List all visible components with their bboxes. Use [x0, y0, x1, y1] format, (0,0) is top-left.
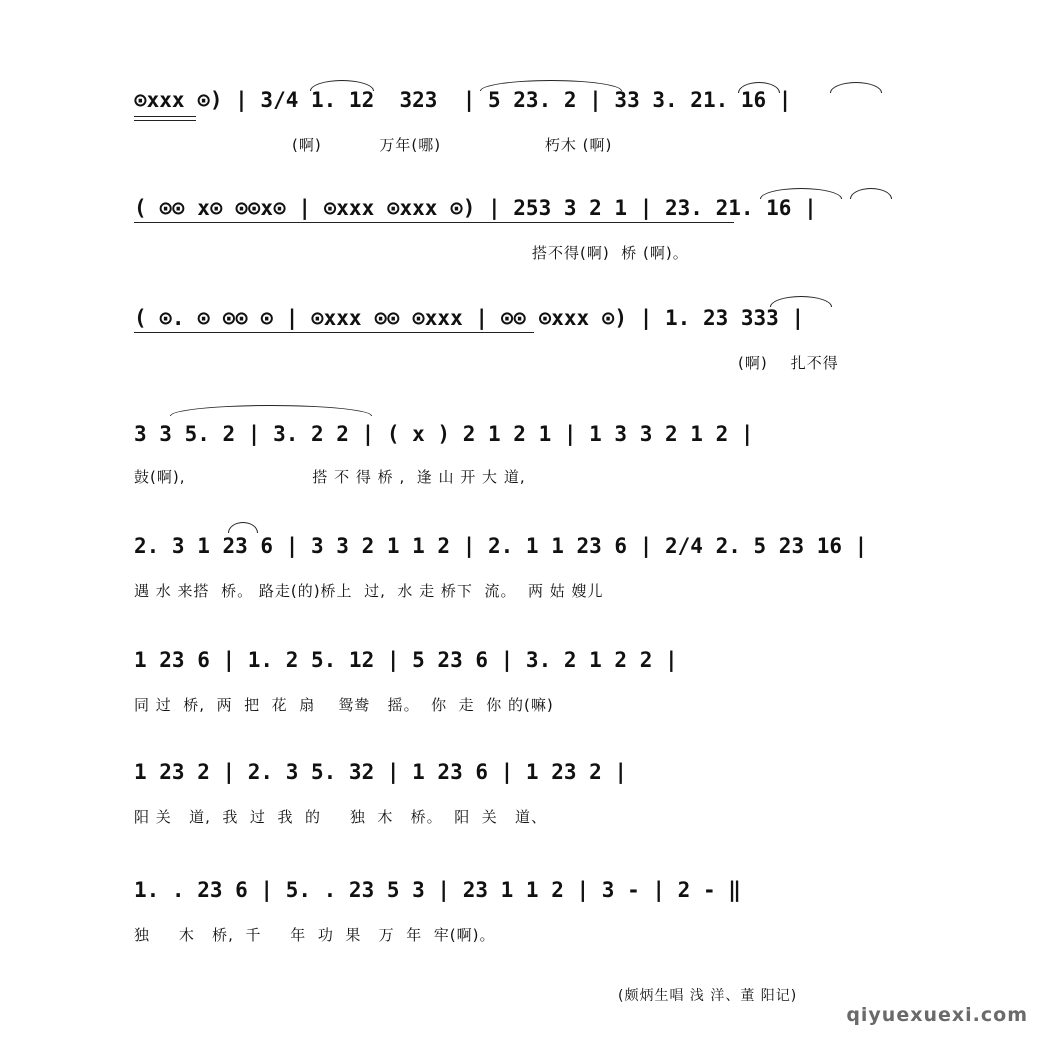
notes-line-7: 1 23 2 | 2. 3 5. 32 | 1 23 6 | 1 23 2 |	[134, 760, 628, 784]
notes-line-8: 1. . 23 6 | 5. . 23 5 3 | 23 1 1 2 | 3 - | 2 - ‖	[134, 878, 741, 902]
site-watermark: qiyuexuexi.com	[846, 1004, 1028, 1026]
lyrics-line-8: 独 木 桥, 千 年 功 果 万 年 牢(啊)。	[134, 926, 496, 944]
score-system-7	[0, 742, 1054, 852]
lyrics-line-1: (啊) 万年(哪) 朽木 (啊)	[292, 136, 613, 154]
lyrics-line-3: (啊) 扎不得	[738, 354, 839, 372]
lyrics-line-4: 鼓(啊), 搭 不 得 桥 , 逢 山 开 大 道,	[134, 468, 526, 486]
score-system-8	[0, 860, 1054, 970]
performer-credit: (颇炳生唱 浅 洋、董 阳记)	[618, 988, 798, 1004]
notes-line-1: ⊙xxx ⊙) | 3/4 1. 12 323 | 5 23. 2 | 33 3. 21. 16 |	[134, 88, 792, 112]
notes-line-4: 3 3 5. 2 | 3. 2 2 | ( x ) 2 1 2 1 | 1 3 3 2 1 2 |	[134, 422, 754, 446]
lyrics-line-5: 遇 水 来搭 桥。 路走(的)桥上 过, 水 走 桥下 流。 两 姑 嫂儿	[134, 582, 604, 600]
lyrics-line-2: 搭不得(啊) 桥 (啊)。	[532, 244, 689, 262]
notes-line-6: 1 23 6 | 1. 2 5. 12 | 5 23 6 | 3. 2 1 2 2 |	[134, 648, 678, 672]
notes-line-5: 2. 3 1 23 6 | 3 3 2 1 1 2 | 2. 1 1 23 6 | 2/4 2. 5 23 16 |	[134, 534, 868, 558]
beam-line	[134, 120, 196, 121]
score-system-6	[0, 630, 1054, 740]
score-system-4	[0, 408, 1054, 518]
beam-line	[134, 222, 734, 223]
score-system-5	[0, 516, 1054, 626]
score-system-2	[0, 186, 1054, 296]
lyrics-line-6: 同 过 桥, 两 把 花 扇 鸳鸯 摇。 你 走 你 的(嘛)	[134, 696, 554, 714]
score-system-1	[0, 78, 1054, 188]
beam-line	[134, 332, 534, 333]
notes-line-3: ( ⊙. ⊙ ⊙⊙ ⊙ | ⊙xxx ⊙⊙ ⊙xxx | ⊙⊙ ⊙xxx ⊙) | 1. 23 333 |	[134, 306, 805, 330]
notes-line-2: ( ⊙⊙ x⊙ ⊙⊙x⊙ | ⊙xxx ⊙xxx ⊙) | 253 3 2 1 | 23. 21. 16 |	[134, 196, 817, 220]
lyrics-line-7: 阳 关 道, 我 过 我 的 独 木 桥。 阳 关 道、	[134, 808, 548, 826]
score-system-3	[0, 296, 1054, 406]
beam-line	[134, 116, 196, 117]
slur-mark	[170, 405, 372, 416]
